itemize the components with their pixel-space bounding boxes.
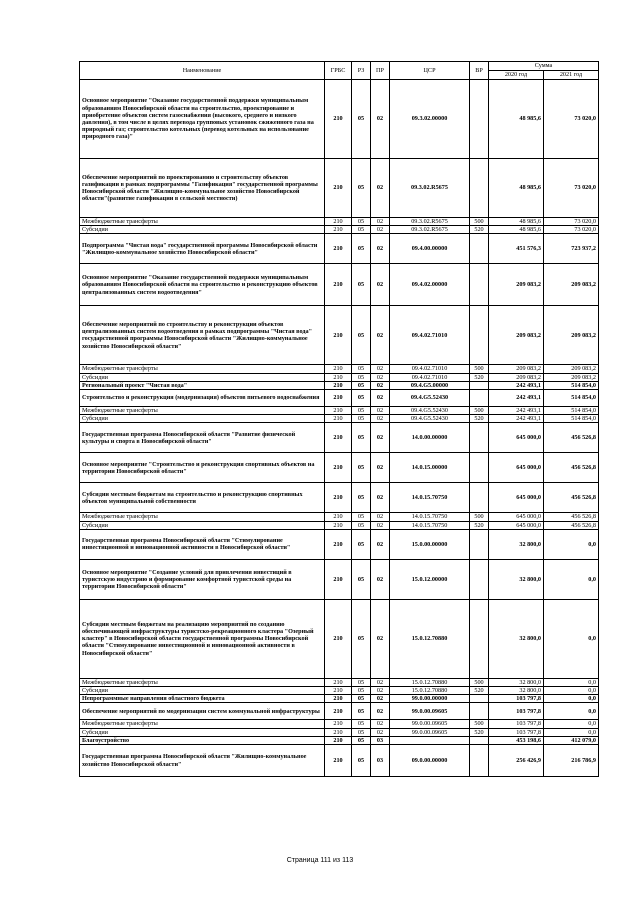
cell-v2020: 209 083,2 <box>489 306 544 365</box>
cell-vr: 520 <box>470 728 489 736</box>
cell-grbs: 210 <box>325 390 352 407</box>
cell-v2021: 514 854,0 <box>544 415 599 423</box>
cell-name: Субсидии <box>80 373 325 381</box>
cell-vr: 500 <box>470 720 489 728</box>
cell-v2020: 645 000,0 <box>489 423 544 453</box>
cell-grbs: 210 <box>325 678 352 686</box>
cell-name: Основное мероприятие "Оказание государственной поддержки муниципальным образованиям Новосибирской области на строительство, проектирование и приобретение объектов систем газоснабжения (высокого, среднего и низкого давления), в том числе в целях перевода групповых установок сжиженного газа на природный газ; строительство котельных (перевод котельных на использование природного газа)" <box>80 80 325 159</box>
cell-rz: 05 <box>352 390 371 407</box>
cell-csr: 09.4.00.00000 <box>390 234 470 264</box>
cell-vr: 520 <box>470 373 489 381</box>
table-row <box>80 703 599 720</box>
header-year-2021: 2021 год <box>544 71 599 80</box>
cell-vr <box>470 234 489 264</box>
table-row <box>80 559 599 599</box>
cell-grbs: 210 <box>325 218 352 226</box>
cell-grbs: 210 <box>325 234 352 264</box>
cell-v2021: 209 083,2 <box>544 373 599 381</box>
cell-vr <box>470 745 489 777</box>
cell-v2020: 242 493,1 <box>489 390 544 407</box>
cell-grbs: 210 <box>325 80 352 159</box>
cell-v2021: 723 937,2 <box>544 234 599 264</box>
cell-csr: 14.0.15.00000 <box>390 453 470 483</box>
cell-v2020: 453 198,6 <box>489 736 544 744</box>
cell-v2020: 103 797,8 <box>489 703 544 720</box>
cell-vr <box>470 453 489 483</box>
cell-vr <box>470 423 489 453</box>
cell-v2021: 0,0 <box>544 678 599 686</box>
header-vr: ВР <box>470 62 489 80</box>
cell-csr: 09.4.G5.52430 <box>390 390 470 407</box>
cell-v2021: 514 854,0 <box>544 381 599 389</box>
cell-name: Обеспечение мероприятий по проектированию и строительству объектов газификации в рамках подпрограммы "Газификация" государственной программы Новосибирской области "Жилищно-коммунальное хозяйство Новосибирской области"(развитие газификации в сельской местности) <box>80 159 325 218</box>
cell-pr: 02 <box>371 453 390 483</box>
cell-pr: 02 <box>371 529 390 559</box>
cell-v2021: 0,0 <box>544 529 599 559</box>
cell-rz: 05 <box>352 234 371 264</box>
header-sum: Сумма <box>489 62 599 71</box>
cell-v2020: 48 985,6 <box>489 159 544 218</box>
cell-v2020: 32 800,0 <box>489 559 544 599</box>
cell-v2020: 451 576,3 <box>489 234 544 264</box>
cell-vr <box>470 736 489 744</box>
cell-v2021: 456 526,8 <box>544 521 599 529</box>
cell-rz: 05 <box>352 218 371 226</box>
table-row <box>80 529 599 559</box>
cell-rz: 05 <box>352 423 371 453</box>
cell-name: Непрограммные направления областного бюджета <box>80 695 325 703</box>
cell-csr: 99.0.00.09605 <box>390 703 470 720</box>
cell-v2020: 32 800,0 <box>489 529 544 559</box>
cell-v2020: 645 000,0 <box>489 483 544 513</box>
cell-v2020: 242 493,1 <box>489 407 544 415</box>
table-row <box>80 234 599 264</box>
cell-rz: 05 <box>352 407 371 415</box>
cell-name: Субсидии <box>80 226 325 234</box>
cell-v2021: 456 526,8 <box>544 423 599 453</box>
cell-v2021: 73 020,0 <box>544 80 599 159</box>
cell-rz: 05 <box>352 453 371 483</box>
cell-v2021: 0,0 <box>544 559 599 599</box>
cell-pr: 02 <box>371 687 390 695</box>
table-row <box>80 159 599 218</box>
cell-rz: 05 <box>352 513 371 521</box>
cell-vr: 520 <box>470 415 489 423</box>
cell-name: Обеспечение мероприятий по модернизации систем коммунальной инфраструктуры <box>80 703 325 720</box>
cell-grbs: 210 <box>325 306 352 365</box>
cell-name: Субсидии <box>80 687 325 695</box>
cell-name: Обеспечение мероприятий по строительству и реконструкции объектов централизованных систем водоотведения в рамках подпрограммы "Чистая вода" государственной программы Новосибирской области "Жилищно-коммунальное хозяйство Новосибирской области" <box>80 306 325 365</box>
cell-name: Основное мероприятие "Оказание государственной поддержки муниципальным образованиям Новосибирской области на строительство и реконструкцию объектов централизованных систем водоотведения" <box>80 264 325 306</box>
cell-v2021: 0,0 <box>544 728 599 736</box>
cell-vr: 500 <box>470 407 489 415</box>
cell-pr: 02 <box>371 218 390 226</box>
cell-name: Субсидии местным бюджетам на строительство и реконструкцию спортивных объектов муниципальной собственности <box>80 483 325 513</box>
cell-grbs: 210 <box>325 521 352 529</box>
cell-csr: 09.3.02.R5675 <box>390 159 470 218</box>
cell-csr: 15.0.12.70880 <box>390 678 470 686</box>
cell-name: Подпрограмма "Чистая вода" государственной программы Новосибирской области "Жилищно-коммунальное хозяйство Новосибирской области" <box>80 234 325 264</box>
cell-v2020: 209 083,2 <box>489 264 544 306</box>
cell-v2021: 456 526,8 <box>544 483 599 513</box>
cell-rz: 05 <box>352 720 371 728</box>
table-row <box>80 687 599 695</box>
cell-rz: 05 <box>352 306 371 365</box>
cell-grbs: 210 <box>325 720 352 728</box>
cell-csr: 09.4.G5.52430 <box>390 407 470 415</box>
cell-pr: 02 <box>371 234 390 264</box>
cell-grbs: 210 <box>325 423 352 453</box>
table-row <box>80 226 599 234</box>
table-row <box>80 423 599 453</box>
cell-grbs: 210 <box>325 226 352 234</box>
table-row <box>80 678 599 686</box>
cell-csr: 09.4.02.00000 <box>390 264 470 306</box>
page-footer: Страница 111 из 113 <box>286 857 354 864</box>
cell-v2020: 103 797,8 <box>489 728 544 736</box>
cell-v2020: 645 000,0 <box>489 521 544 529</box>
cell-v2020: 32 800,0 <box>489 687 544 695</box>
cell-v2021: 0,0 <box>544 695 599 703</box>
cell-vr: 500 <box>470 218 489 226</box>
cell-grbs: 210 <box>325 599 352 678</box>
cell-v2020: 242 493,1 <box>489 381 544 389</box>
cell-v2021: 73 020,0 <box>544 218 599 226</box>
table-row <box>80 264 599 306</box>
table-row <box>80 415 599 423</box>
cell-csr: 09.3.02.R5675 <box>390 226 470 234</box>
cell-pr: 02 <box>371 80 390 159</box>
header-pr: ПР <box>371 62 390 80</box>
cell-grbs: 210 <box>325 745 352 777</box>
cell-csr: 14.0.15.70750 <box>390 521 470 529</box>
cell-csr: 09.4.02.71010 <box>390 373 470 381</box>
cell-pr: 02 <box>371 559 390 599</box>
cell-name: Субсидии местным бюджетам на реализацию мероприятий по созданию обеспечивающей инфраструктуры туристско-рекреационного кластера "Озерный кластер" в Новосибирской области государственной программы Новосибирской области "Стимулирование инвестиционной и инновационной активности в Новосибирской области" <box>80 599 325 678</box>
cell-v2021: 209 083,2 <box>544 264 599 306</box>
cell-rz: 05 <box>352 80 371 159</box>
cell-name: Государственная программа Новосибирской области "Стимулирование инвестиционной и инновационной активности в Новосибирской области" <box>80 529 325 559</box>
table-row <box>80 407 599 415</box>
cell-grbs: 210 <box>325 381 352 389</box>
cell-v2021: 216 786,9 <box>544 745 599 777</box>
cell-grbs: 210 <box>325 415 352 423</box>
cell-name: Межбюджетные трансферты <box>80 365 325 373</box>
cell-grbs: 210 <box>325 736 352 744</box>
cell-rz: 05 <box>352 483 371 513</box>
cell-v2021: 73 020,0 <box>544 226 599 234</box>
cell-grbs: 210 <box>325 159 352 218</box>
cell-rz: 05 <box>352 687 371 695</box>
cell-v2021: 209 083,2 <box>544 306 599 365</box>
header-rz: РЗ <box>352 62 371 80</box>
cell-vr <box>470 695 489 703</box>
cell-v2020: 103 797,8 <box>489 695 544 703</box>
cell-vr: 500 <box>470 678 489 686</box>
cell-grbs: 210 <box>325 703 352 720</box>
cell-csr: 99.0.00.09605 <box>390 728 470 736</box>
cell-rz: 05 <box>352 736 371 744</box>
cell-v2020: 103 797,8 <box>489 720 544 728</box>
header-name: Наименование <box>80 62 325 80</box>
cell-v2021: 0,0 <box>544 720 599 728</box>
cell-csr: 99.0.00.00000 <box>390 695 470 703</box>
cell-grbs: 210 <box>325 513 352 521</box>
cell-csr: 15.0.12.70880 <box>390 687 470 695</box>
table-row <box>80 745 599 777</box>
cell-v2020: 256 426,9 <box>489 745 544 777</box>
cell-pr: 02 <box>371 373 390 381</box>
cell-vr <box>470 483 489 513</box>
cell-vr <box>470 390 489 407</box>
cell-name: Благоустройство <box>80 736 325 744</box>
cell-v2020: 209 083,2 <box>489 365 544 373</box>
cell-v2021: 0,0 <box>544 687 599 695</box>
table-row <box>80 306 599 365</box>
cell-csr <box>390 736 470 744</box>
cell-grbs: 210 <box>325 529 352 559</box>
budget-table <box>79 61 599 777</box>
cell-pr: 02 <box>371 423 390 453</box>
cell-vr <box>470 306 489 365</box>
cell-pr: 02 <box>371 264 390 306</box>
cell-vr: 500 <box>470 365 489 373</box>
table-row <box>80 390 599 407</box>
cell-v2020: 32 800,0 <box>489 599 544 678</box>
cell-grbs: 210 <box>325 407 352 415</box>
cell-csr: 15.0.12.70880 <box>390 599 470 678</box>
cell-csr: 09.3.02.R5675 <box>390 218 470 226</box>
cell-pr: 02 <box>371 521 390 529</box>
cell-grbs: 210 <box>325 453 352 483</box>
cell-pr: 02 <box>371 381 390 389</box>
cell-vr <box>470 381 489 389</box>
cell-name: Субсидии <box>80 521 325 529</box>
cell-rz: 05 <box>352 559 371 599</box>
table-row <box>80 695 599 703</box>
cell-v2020: 32 800,0 <box>489 678 544 686</box>
cell-v2020: 645 000,0 <box>489 513 544 521</box>
cell-name: Основное мероприятие "Строительство и реконструкция спортивных объектов на территории Новосибирской области" <box>80 453 325 483</box>
table-row <box>80 453 599 483</box>
cell-v2020: 209 083,2 <box>489 373 544 381</box>
cell-v2021: 514 854,0 <box>544 407 599 415</box>
cell-name: Региональный проект "Чистая вода" <box>80 381 325 389</box>
cell-rz: 05 <box>352 415 371 423</box>
cell-csr: 09.4.G5.00000 <box>390 381 470 389</box>
cell-csr: 14.0.15.70750 <box>390 513 470 521</box>
table-row <box>80 80 599 159</box>
cell-rz: 05 <box>352 678 371 686</box>
cell-vr <box>470 529 489 559</box>
cell-grbs: 210 <box>325 687 352 695</box>
cell-pr: 02 <box>371 728 390 736</box>
cell-name: Межбюджетные трансферты <box>80 407 325 415</box>
cell-name: Субсидии <box>80 415 325 423</box>
table-row <box>80 599 599 678</box>
table-row <box>80 365 599 373</box>
cell-grbs: 210 <box>325 559 352 599</box>
cell-grbs: 210 <box>325 373 352 381</box>
table-row <box>80 218 599 226</box>
cell-v2020: 48 985,6 <box>489 80 544 159</box>
cell-v2020: 48 985,6 <box>489 226 544 234</box>
cell-v2021: 456 526,8 <box>544 453 599 483</box>
cell-v2021: 0,0 <box>544 703 599 720</box>
cell-rz: 05 <box>352 365 371 373</box>
table-row <box>80 521 599 529</box>
cell-grbs: 210 <box>325 483 352 513</box>
cell-v2020: 48 985,6 <box>489 218 544 226</box>
cell-name: Межбюджетные трансферты <box>80 720 325 728</box>
header-csr: ЦСР <box>390 62 470 80</box>
cell-v2020: 242 493,1 <box>489 415 544 423</box>
cell-rz: 05 <box>352 226 371 234</box>
cell-v2021: 514 854,0 <box>544 390 599 407</box>
table-row <box>80 373 599 381</box>
table-row <box>80 736 599 744</box>
cell-csr: 09.3.02.00000 <box>390 80 470 159</box>
cell-rz: 05 <box>352 381 371 389</box>
cell-vr <box>470 80 489 159</box>
cell-rz: 05 <box>352 373 371 381</box>
cell-v2021: 456 526,8 <box>544 513 599 521</box>
cell-pr: 02 <box>371 415 390 423</box>
cell-vr <box>470 599 489 678</box>
cell-name: Государственная программа Новосибирской области "Развитие физической культуры и спорта в Новосибирской области" <box>80 423 325 453</box>
cell-csr: 09.4.G5.52430 <box>390 415 470 423</box>
cell-csr: 09.4.02.71010 <box>390 365 470 373</box>
cell-csr: 15.0.12.00000 <box>390 559 470 599</box>
table-row <box>80 381 599 389</box>
cell-v2021: 0,0 <box>544 599 599 678</box>
cell-grbs: 210 <box>325 728 352 736</box>
cell-name: Межбюджетные трансферты <box>80 678 325 686</box>
cell-pr: 02 <box>371 720 390 728</box>
cell-rz: 05 <box>352 745 371 777</box>
cell-pr: 02 <box>371 159 390 218</box>
cell-pr: 02 <box>371 678 390 686</box>
cell-csr: 99.0.00.09605 <box>390 720 470 728</box>
cell-csr: 15.0.00.00000 <box>390 529 470 559</box>
cell-pr: 02 <box>371 226 390 234</box>
table-body <box>80 80 599 777</box>
cell-pr: 02 <box>371 483 390 513</box>
cell-name: Основное мероприятие "Создание условий для привлечения инвестиций в туристскую индустрию и формирование комфортной туристской среды на территории Новосибирской области" <box>80 559 325 599</box>
cell-name: Субсидии <box>80 728 325 736</box>
cell-csr: 14.0.00.00000 <box>390 423 470 453</box>
cell-pr: 03 <box>371 745 390 777</box>
cell-vr: 520 <box>470 226 489 234</box>
header-grbs: ГРБС <box>325 62 352 80</box>
cell-vr <box>470 559 489 599</box>
cell-rz: 05 <box>352 599 371 678</box>
cell-v2021: 412 079,0 <box>544 736 599 744</box>
cell-csr: 09.0.00.00000 <box>390 745 470 777</box>
cell-pr: 02 <box>371 390 390 407</box>
cell-rz: 05 <box>352 728 371 736</box>
cell-rz: 05 <box>352 521 371 529</box>
cell-rz: 05 <box>352 695 371 703</box>
cell-pr: 02 <box>371 695 390 703</box>
cell-vr: 520 <box>470 521 489 529</box>
cell-grbs: 210 <box>325 695 352 703</box>
cell-name: Межбюджетные трансферты <box>80 218 325 226</box>
cell-v2021: 73 020,0 <box>544 159 599 218</box>
cell-rz: 05 <box>352 159 371 218</box>
cell-pr: 03 <box>371 736 390 744</box>
cell-csr: 09.4.02.71010 <box>390 306 470 365</box>
header-year-2020: 2020 год <box>489 71 544 80</box>
cell-vr <box>470 264 489 306</box>
cell-pr: 02 <box>371 306 390 365</box>
cell-vr: 520 <box>470 687 489 695</box>
cell-pr: 02 <box>371 703 390 720</box>
cell-rz: 05 <box>352 529 371 559</box>
cell-csr: 14.0.15.70750 <box>390 483 470 513</box>
cell-rz: 05 <box>352 264 371 306</box>
cell-pr: 02 <box>371 407 390 415</box>
cell-name: Межбюджетные трансферты <box>80 513 325 521</box>
cell-grbs: 210 <box>325 264 352 306</box>
table-row <box>80 728 599 736</box>
table-row <box>80 513 599 521</box>
cell-vr <box>470 703 489 720</box>
cell-rz: 05 <box>352 703 371 720</box>
cell-name: Строительство и реконструкция (модернизация) объектов питьевого водоснабжения <box>80 390 325 407</box>
cell-pr: 02 <box>371 513 390 521</box>
cell-v2020: 645 000,0 <box>489 453 544 483</box>
table-row <box>80 483 599 513</box>
cell-vr: 500 <box>470 513 489 521</box>
cell-pr: 02 <box>371 365 390 373</box>
cell-v2021: 209 083,2 <box>544 365 599 373</box>
cell-name: Государственная программа Новосибирской области "Жилищно-коммунальное хозяйство Новосибирской области" <box>80 745 325 777</box>
table-row <box>80 720 599 728</box>
cell-pr: 02 <box>371 599 390 678</box>
cell-grbs: 210 <box>325 365 352 373</box>
cell-vr <box>470 159 489 218</box>
